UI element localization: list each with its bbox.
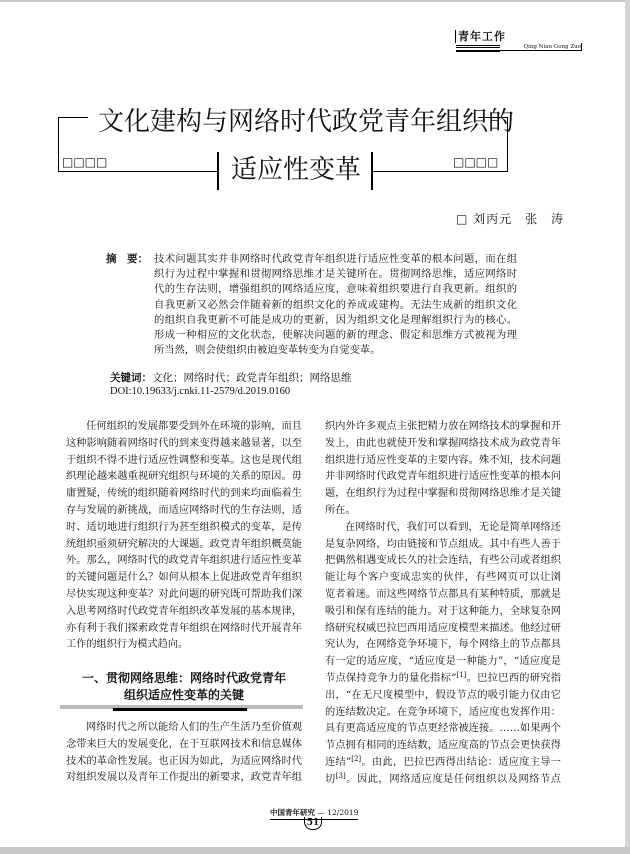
body-line: 览者着迷。而这些网络节点都具有某种特质，那就是 [325,589,561,600]
body-line: 组织进行适应性变革的主要内容。殊不知，技术问题 [325,454,561,466]
body-line: 庸置疑，传统的组织随着网络时代的到来均面临着生 [66,488,302,500]
body-line: 所在。 [325,505,356,516]
body-line: 能让每个客户变成忠实的伙伴，有些网页可以让浏 [325,572,561,584]
body-line: 并非网络时代政党青年组织进行适应性变革的根本问 [325,471,561,483]
keywords [110,370,352,385]
column-header-baseline [456,50,581,51]
body-line: 尽快实现这种变革？对此问题的研究既可帮助我们深 [66,589,302,600]
body-line: 节点保持竞争力的量化指标”[1]。巴拉巴西的研究指 [325,671,561,684]
abstract-line: 所当然，则会使组织由被迫变革转变为自觉变革。 [154,344,381,357]
body-line: 题，在组织行为过程中掌握和贯彻网络思维才是关键 [325,488,561,500]
body-line: 外。那么，网络时代的政党青年组织进行适应性变革 [66,555,302,567]
body-line: 究认为，在网络竞争环境下，每个网络上的节点都具 [325,639,561,651]
body-line: 的关键问题是什么？如何从根本上促进政党青年组织 [66,572,302,584]
section-heading [66,670,302,704]
page-number: 51 [304,817,322,830]
body-line: 出，“在无尺度模型中，假设节点的吸引能力仅由它 [325,689,561,701]
section-heading-line1: 一、贯彻网络思维：网络时代政党青年 [81,671,286,685]
title-frame-bar [217,152,219,190]
abstract-line: 织行为过程中掌握和贯彻网络思维才是关键所在。贯彻网络思维，适应网络时 [154,268,517,281]
body-line: 对组织发展以及青年工作提出的新要求，政党青年组 [66,772,302,784]
title-deco-left: □□□□ [62,155,108,169]
page-border-right [625,0,630,854]
abstract-line: 的组织自我更新不可能是成功的更新，因为组织文化是理解组织行为的核心。 [154,313,517,326]
section-heading-line2: 组织适应性变革的关键 [123,688,244,702]
body-line: 这种影响随着网络时代的到来变得越来越显著，以至 [66,437,302,449]
body-line: 发上，由此也就使开发和掌握网络技术成为政党青年 [325,437,561,449]
abstract-line: 代的生存法则，增强组织的网络适应度，意味着组织要进行自我更新。组织的 [154,283,517,296]
body-line: 织理论越来越重视研究组织与环境的关系的原因。毋 [66,471,302,483]
abstract-line: 形成一种相应的文化状态，使解决问题的新的理念、假定和思维方式被视为理 [154,329,517,341]
body-line: 在网络时代，我们可以看到，无论是简单网络还 [345,521,561,533]
body-line: 是复杂网络，均由链接和节点组成。其中有些人善于 [325,538,561,550]
abstract-line: 技术问题其实并非网络时代政党青年组织进行适应性变革的根本问题，而在组 [154,253,517,265]
body-line: 任何组织的发展都要受到外在环境的影响，而且 [86,421,302,432]
body-line: 织内外许多观点主张把精力放在网络技术的掌握和开 [325,421,561,432]
body-line: 念带来巨大的发展变化，在于互联网技术和信息媒体 [66,738,302,750]
abstract-label: 摘 要： [106,253,148,265]
article-title-line1: 文化建构与网络时代政党青年组织的 [97,107,514,137]
body-line: 入思考网络时代政党青年组织改革发展的基本规律， [66,605,302,617]
title-deco-right: □□□□ [453,155,499,169]
body-line: 有一定的适应度，“适应度是一种能力”，“适应度是 [325,656,561,668]
body-line: 把偶然相遇变成长久的社会连结，有些公司或者组织 [325,555,561,567]
citation-ref[interactable]: [3] [335,771,346,780]
body-line: 时、适切地进行组织行为甚至组织模式的变革，是传 [66,521,302,533]
body-line: 存与发展的新挑战，而适应网络时代的生存法则，适 [66,505,302,516]
page-border-top [0,0,630,2]
page-border-bottom [0,847,630,854]
body-line: 切[3]。因此，网络适应度是任何组织以及网络节点 [325,771,561,785]
body-line: 于组织不得不进行适应性调整和变革。这也是现代组 [66,454,302,466]
title-frame-line [58,117,59,172]
article-title-line2: 适应性变革 [230,155,361,185]
keywords-text: 文化；网络时代；政党青年组织；网络思维 [152,372,352,384]
column-header: 青年工作 [455,30,506,43]
body-line: 技术的革命性发展。也正因为如此，为适应网络时代 [66,755,302,767]
doi: DOI:10.19633/j.cnki.11-2579/d.2019.0160 [110,386,291,397]
section-heading-black-rule [113,708,247,711]
title-frame-line [58,171,218,172]
footer-journal-name: 中国青年研究 [270,808,315,817]
citation-ref[interactable]: [2] [351,755,362,763]
keywords-label: 关键词： [110,372,152,384]
title-frame-line [372,171,507,172]
body-line: 络研究权威巴拉巴西用适应度模型来描述。他经过研 [325,622,561,634]
footer-issue: — 12/2019 [317,808,359,817]
body-line: 具有更高适应度的节点更经常被连接。……如果两个 [325,723,561,735]
body-line: 工作的组织行为模式趋向。 [66,639,189,651]
title-frame-line [58,117,88,118]
body-line: 亦有利于我们探索政党青年组织在网络时代开展青年 [66,622,302,634]
citation-ref[interactable]: [1] [456,671,467,679]
body-line: 的连结数决定。在竞争环境下，适应度也发挥作用： [325,706,561,718]
body-line: 吸引和保有连结的能力。对于这种能力，全球复杂网 [325,605,561,617]
body-line: 网络时代之所以能给人们的生产生活乃至价值观 [86,722,302,733]
authors: □ 刘丙元 张 涛 [456,212,565,226]
body-line: 统组织亟须研究解决的大课题。政党青年组织概莫能 [66,538,302,550]
body-line: 连结”[2]。由此，巴拉巴西得出结论：适应度主导一 [325,755,561,768]
column-header-pinyin: Qing Nian Gong Zuo [455,43,582,51]
body-line: 节点拥有相同的连结数，适应度高的节点会更快获得 [325,740,561,752]
abstract-line: 自我更新又必然会伴随着新的组织文化的养成或建构。无法生成新的组织文化 [154,298,517,311]
